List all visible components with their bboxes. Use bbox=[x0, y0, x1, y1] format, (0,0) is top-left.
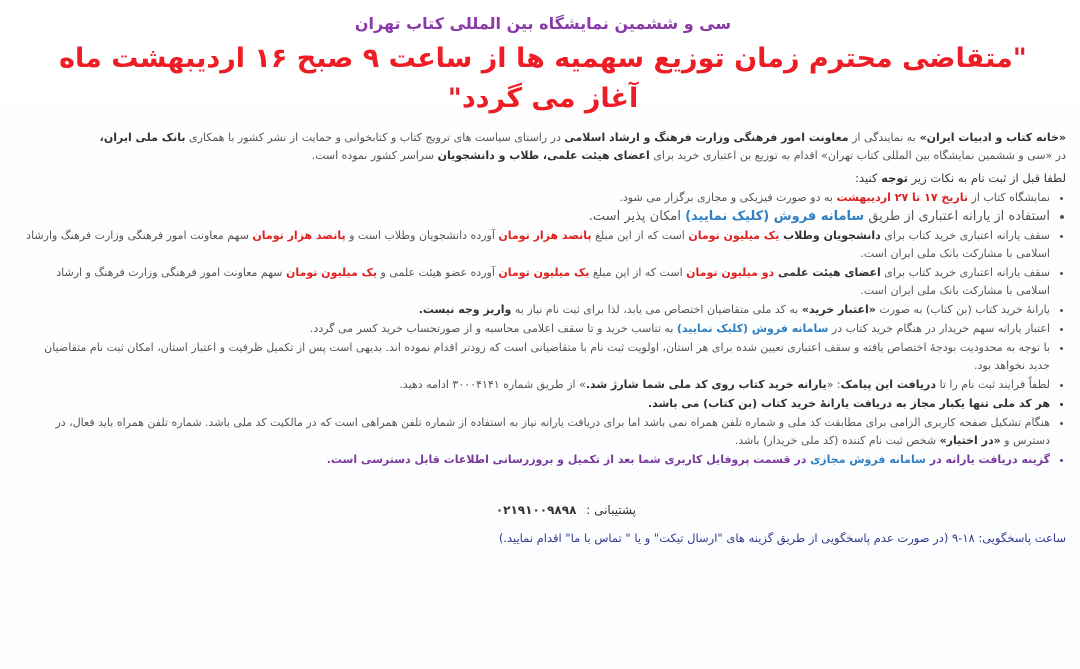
intro-text: در راستای سیاست های ترویج کتاب و کتابخوانی و حمایت از نشر کشور با همکاری bbox=[185, 131, 565, 144]
item-text: نمایشگاه کتاب از bbox=[968, 191, 1050, 204]
list-item: • هر کد ملی تنها یکبار مجاز به دریافت یارانهٔ خرید کتاب (بن کتاب) می باشد. bbox=[20, 395, 1050, 413]
headline-line-1: "متقاضی محترم زمان توزیع سهمیه ها از ساعت ۹ صبح ۱۶ اردیبهشت ماه bbox=[59, 43, 1027, 74]
list-item bbox=[20, 301, 1050, 319]
item-text: به دو صورت فیزیکی و مجازی برگزار می شود. bbox=[619, 191, 837, 204]
headline-line-2: آغاز می گردد" bbox=[447, 83, 639, 114]
item-text: در قسمت پروفایل کاربری شما بعد از تکمیل و بروزرسانی اطلاعات قابل دسترسی است. bbox=[326, 453, 811, 466]
item-text: آورده دانشجویان وطلاب است و bbox=[345, 229, 499, 242]
item-emphasis: اعضای هیئت علمی bbox=[778, 266, 881, 279]
intro-bank: بانک ملی ایران، bbox=[99, 131, 186, 144]
amount: یک میلیون تومان bbox=[688, 229, 784, 242]
item-text: است که از این مبلغ bbox=[589, 266, 687, 279]
headline bbox=[20, 39, 1066, 119]
list-item bbox=[20, 208, 1050, 226]
list-item bbox=[20, 227, 1050, 263]
sales-system-link[interactable]: سامانه فروش (کلیک نمایید) bbox=[685, 209, 865, 224]
item-text: یارانهٔ خرید کتاب (بن کتاب) به صورت bbox=[875, 303, 1050, 316]
virtual-sales-link[interactable]: سامانه فروش مجازی bbox=[810, 453, 926, 466]
notice-text: لطفا قبل از ثبت نام به نکات زیر bbox=[907, 171, 1066, 185]
item-emphasis: «اعتبار خرید» bbox=[801, 303, 876, 316]
intro-ministry: معاونت امور فرهنگی وزارت فرهنگ و ارشاد اسلامی bbox=[564, 131, 849, 144]
item-text: آورده عضو هیئت علمی و bbox=[376, 266, 499, 279]
item-text: لطفاً فرایند ثبت نام را تا bbox=[936, 378, 1050, 391]
item-text: به کد ملی متقاضیان اختصاص می یابد، لذا برای ثبت نام نیاز به bbox=[511, 303, 802, 316]
event-title: سی و ششمین نمایشگاه بین المللی کتاب تهران bbox=[354, 14, 732, 33]
notice-text: کنید: bbox=[855, 171, 882, 185]
item-text: سقف یارانه اعتباری خرید کتاب برای bbox=[880, 229, 1050, 242]
item-text: هنگام تشکیل صفحه کاربری الزامی برای مطابقت کد ملی و شماره تلفن همراه نمی باشد اما برای دریافت یارانه نیاز به استفاده از شماره تلفن همراهی است که در مالکیت کد ملی باشد. شماره تلفن همراه باید فعال، در دسترس و bbox=[55, 416, 1050, 447]
item-emphasis: دانشجویان وطلاب bbox=[783, 229, 881, 242]
item-emphasis: واریز وجه نیست. bbox=[418, 303, 512, 316]
list-item bbox=[20, 376, 1050, 394]
item-text: استفاده از یارانه اعتباری از طریق bbox=[864, 209, 1050, 224]
list-item: • با توجه به محدودیت بودجهٔ اختصاص یافته و سقف اعتباری تعیین شده برای هر استان، اولویت ثبت نام با متقاضیانی است که زودتر اقدام نموده اند. بدیهی است پس از تکمیل ظرفیت و اعتبار استان، امکان ثبت نام متقاضیان جدید نخواهد بود. bbox=[20, 339, 1050, 375]
item-text: شخص ثبت نام کننده (کد ملی خریدار) باشد. bbox=[734, 434, 940, 447]
amount: دو میلیون تومان bbox=[686, 266, 779, 279]
item-text: گزینه دریافت یارانه در bbox=[925, 453, 1050, 466]
support-hours: ساعت پاسخگویی: ۱۸-۹ (در صورت عدم پاسخگویی از طریق گزینه های "ارسال تیکت" و یا " تماس با ما" اقدام نمایید.) bbox=[498, 531, 1066, 545]
intro-line-1 bbox=[20, 129, 1066, 147]
item-text: است که از این مبلغ bbox=[591, 229, 689, 242]
item-text: به تناسب خرید و تا سقف اعلامی محاسبه و از صورتحساب خرید کسر می گردد. bbox=[309, 322, 677, 335]
notice-heading bbox=[20, 171, 1066, 185]
support-label: پشتیبانی : bbox=[586, 503, 636, 517]
list-item bbox=[20, 451, 1050, 469]
sales-system-link[interactable]: سامانه فروش (کلیک نمایید) bbox=[676, 322, 829, 335]
support-phone[interactable]: ۰۲۱۹۱۰۰۹۸۹۸ bbox=[495, 503, 577, 517]
item-text: سهم معاونت امور فرهنگی وزارت فرهنگ وارشاد اسلامی با مشارکت بانک ملی ایران است. bbox=[26, 229, 1050, 260]
list-item bbox=[20, 414, 1050, 450]
sms-text: یارانه خرید کتاب روی کد ملی شما شارژ شد. bbox=[585, 378, 827, 391]
item-emphasis: «در اختیار» bbox=[939, 434, 1001, 447]
amount: پانصد هزار تومان bbox=[498, 229, 592, 242]
list-item bbox=[20, 320, 1050, 338]
intro-text: در «سی و ششمین نمایشگاه بین المللی کتاب تهران» اقدام به توزیع بن اعتباری خرید برای bbox=[649, 149, 1066, 162]
support-line bbox=[20, 503, 1066, 517]
notice-emphasis: توجه bbox=[881, 171, 908, 185]
list-item bbox=[20, 189, 1050, 207]
intro-text: سراسر کشور نموده است. bbox=[311, 149, 438, 162]
date-range: تاریخ ۱۷ تا ۲۷ اردیبهشت bbox=[836, 191, 969, 204]
item-text: امکان پذیر است. bbox=[588, 209, 686, 224]
item-text: » از طریق شماره ۳۰۰۰۴۱۴۱ ادامه دهید. bbox=[399, 378, 586, 391]
amount: یک میلیون تومان bbox=[498, 266, 590, 279]
list-item bbox=[20, 264, 1050, 300]
notes-list bbox=[20, 189, 1066, 469]
amount: پانصد هزار تومان bbox=[252, 229, 346, 242]
intro-line-2 bbox=[20, 147, 1066, 165]
intro-text: به نمایندگی از bbox=[848, 131, 916, 144]
item-emphasis: دریافت این پیامک bbox=[840, 378, 936, 391]
intro-audience: اعضای هیئت علمی، طلاب و دانشجویان bbox=[437, 149, 650, 162]
intro-paragraph bbox=[20, 129, 1066, 165]
item-text: سقف یارانه اعتباری خرید کتاب برای bbox=[880, 266, 1050, 279]
item-text: اعتبار یارانه سهم خریدار در هنگام خرید کتاب در bbox=[828, 322, 1050, 335]
item-text: سهم معاونت امور فرهنگی وزارت فرهنگ و ارشاد اسلامی با مشارکت بانک ملی ایران است. bbox=[56, 266, 1050, 297]
amount: یک میلیون تومان bbox=[286, 266, 377, 279]
intro-org-name: «خانه کتاب و ادبیات ایران» bbox=[915, 131, 1066, 144]
item-text: : « bbox=[826, 378, 841, 391]
